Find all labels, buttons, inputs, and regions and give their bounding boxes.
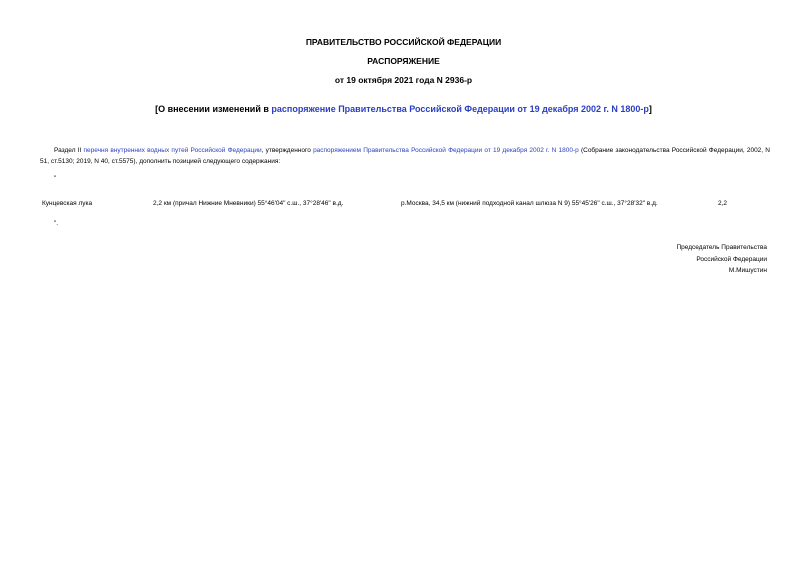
table-cell-name: Кунцевская лука bbox=[42, 200, 93, 207]
paragraph-end: (Собрание законодательства Российской Федерации, 2002, N 51, ст.5130; 2019, N 40, ст.5575), дополнить позицией следующего содержания: bbox=[40, 147, 770, 165]
paragraph-mid: , утвержденного bbox=[261, 147, 314, 154]
signature-block bbox=[676, 242, 767, 277]
title-decree-link[interactable]: распоряжение Правительства Российской Федерации от 19 декабря 2002 г. N 1800-р bbox=[271, 104, 649, 114]
document-type-heading: РАСПОРЯЖЕНИЕ bbox=[367, 56, 440, 66]
title-prefix: [О внесении изменений в bbox=[155, 104, 272, 114]
government-heading: ПРАВИТЕЛЬСТВО РОССИЙСКОЙ ФЕДЕРАЦИИ bbox=[305, 37, 502, 47]
paragraph-start: Раздел II bbox=[54, 147, 84, 154]
title-suffix: ] bbox=[648, 104, 652, 114]
table-cell-start: 2,2 км (причал Нижние Мневники) 55°46'04" с.ш., 37°28'46" в.д. bbox=[153, 200, 344, 207]
signature-position: Председатель Правительства bbox=[676, 244, 767, 251]
document-title bbox=[0, 104, 807, 114]
closing-quote: ". bbox=[54, 220, 59, 227]
opening-quote: " bbox=[54, 175, 57, 182]
date-number-heading: от 19 октября 2021 года N 2936-р bbox=[334, 75, 473, 85]
waterways-list-link[interactable]: перечня внутренних водных путей Российской Федерации bbox=[83, 147, 262, 154]
amendment-paragraph bbox=[40, 146, 770, 167]
decree-link[interactable]: распоряжением Правительства Российской Федерации от 19 декабря 2002 г. N 1800-р bbox=[313, 147, 579, 154]
signature-name: М.Мишустин bbox=[728, 267, 767, 274]
signature-organization: Российской Федерации bbox=[696, 255, 767, 263]
table-cell-end: р.Москва, 34,5 км (нижний подходной канал шлюза N 9) 55°45'26" с.ш., 37°28'32" в.д. bbox=[401, 200, 658, 207]
table-cell-length: 2,2 bbox=[718, 200, 728, 207]
